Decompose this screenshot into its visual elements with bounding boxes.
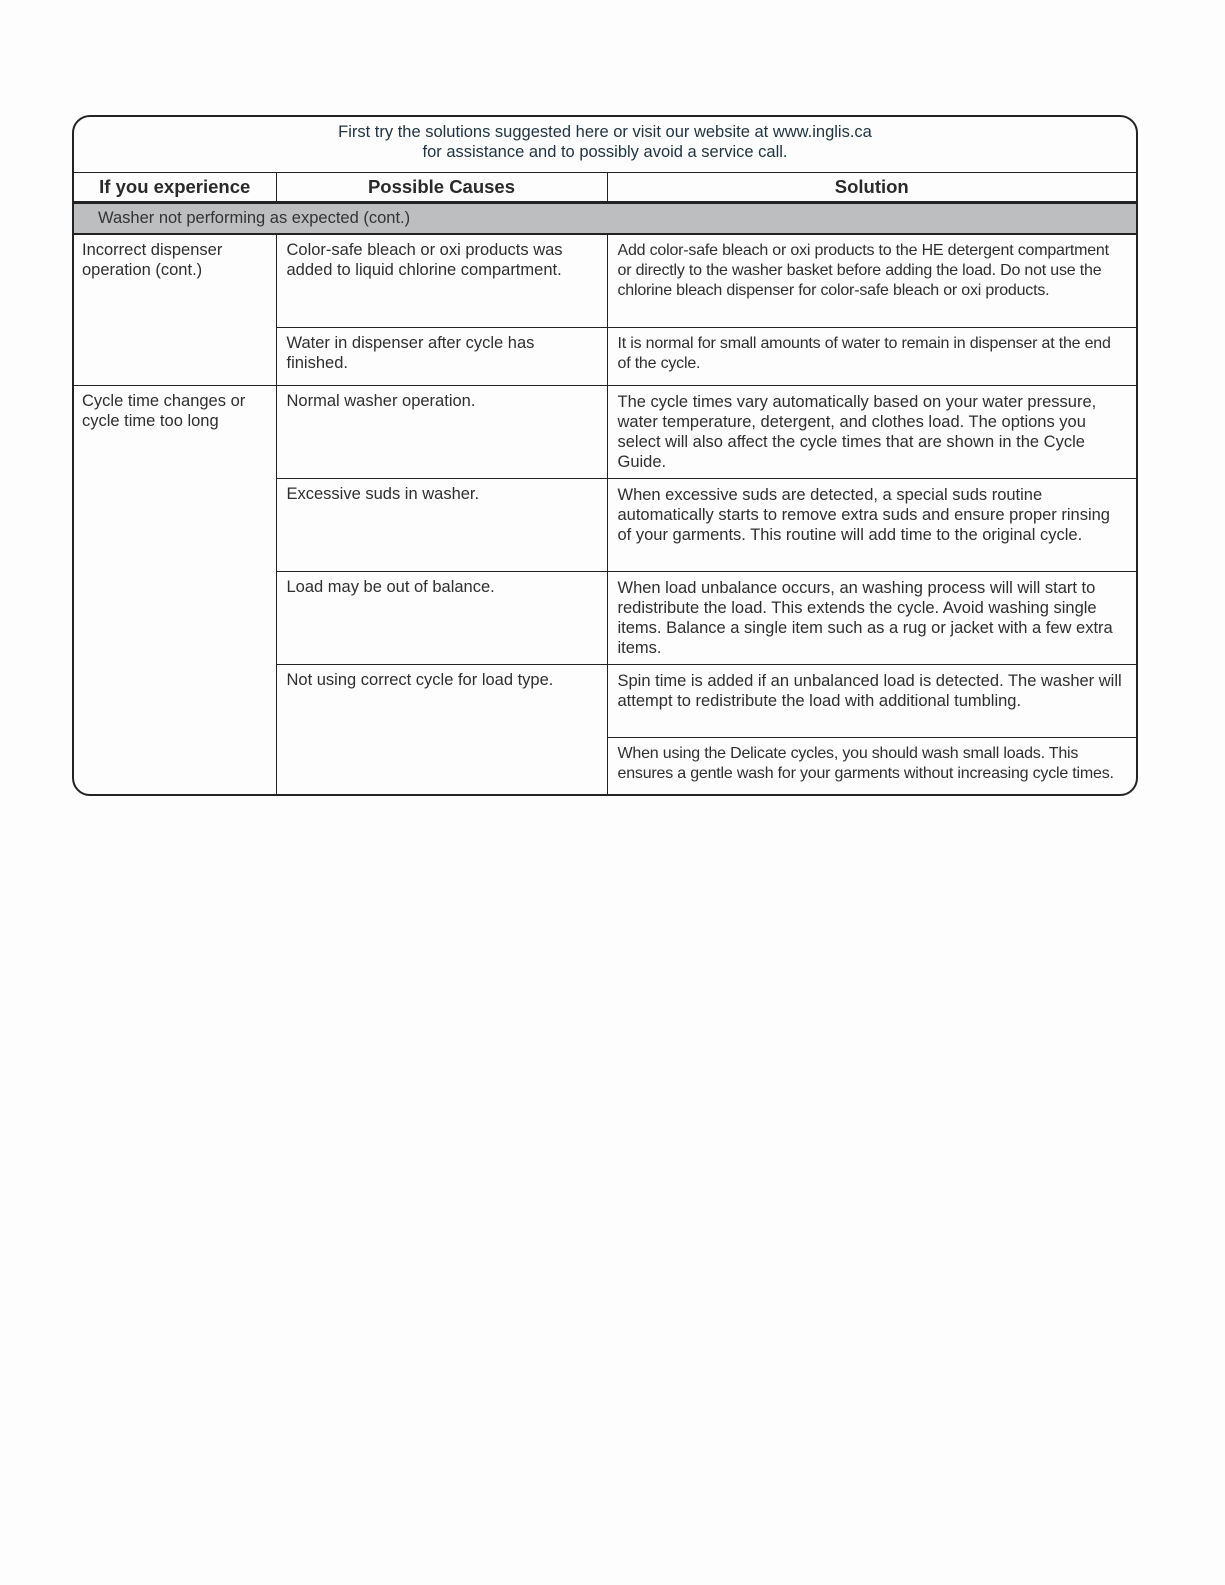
cause-cell: Normal washer operation. [276, 386, 607, 479]
section-row [74, 203, 1136, 235]
table-row [74, 234, 1136, 328]
solution-cell: It is normal for small amounts of water to remain in dispenser at the end of the cycle. [607, 328, 1136, 386]
solution-cell: Spin time is added if an unbalanced load is detected. The washer will attempt to redistribute the load with additional tumbling. [607, 665, 1136, 738]
header-possible-causes: Possible Causes [276, 173, 607, 203]
troubleshooting-table-frame [72, 115, 1138, 796]
header-row [74, 173, 1136, 203]
troubleshooting-table [74, 117, 1136, 796]
solution-cell: The cycle times vary automatically based on your water pressure, water temperature, detergent, and clothes load. The options you select will also affect the cycle times that are shown in the Cycle Guide. [607, 386, 1136, 479]
header-solution: Solution [607, 173, 1136, 203]
symptom-cell: Cycle time changes or cycle time too long [74, 386, 276, 797]
solution-cell: When load unbalance occurs, an washing process will will start to redistribute the load. This extends the cycle. Avoid washing single items. Balance a single item such as a rug or jacket with a few extra items. [607, 572, 1136, 665]
header-if-you-experience: If you experience [74, 173, 276, 203]
cause-cell: Excessive suds in washer. [276, 479, 607, 572]
cause-cell: Load may be out of balance. [276, 572, 607, 665]
intro-line-2: for assistance and to possibly avoid a service call. [422, 143, 788, 161]
solution-cell: Add color-safe bleach or oxi products to the HE detergent compartment or directly to the washer basket before adding the load. Do not use the chlorine bleach dispenser for color-safe bleach or oxi products. [607, 234, 1136, 328]
cause-cell: Color-safe bleach or oxi products was added to liquid chlorine compartment. [276, 234, 607, 328]
solution-cell: When using the Delicate cycles, you should wash small loads. This ensures a gentle wash for your garments without increasing cycle times. [607, 738, 1136, 797]
section-title: Washer not performing as expected (cont.) [74, 203, 1136, 235]
cause-cell: Not using correct cycle for load type. [276, 665, 607, 797]
solution-cell: When excessive suds are detected, a special suds routine automatically starts to remove extra suds and ensure proper rinsing of your garments. This routine will add time to the original cycle. [607, 479, 1136, 572]
intro-line-1: First try the solutions suggested here or visit our website at www.inglis.ca [338, 123, 872, 141]
cause-cell: Water in dispenser after cycle has finished. [276, 328, 607, 386]
symptom-cell: Incorrect dispenser operation (cont.) [74, 234, 276, 386]
table-row [74, 386, 1136, 479]
intro-text [74, 117, 1136, 173]
intro-row [74, 117, 1136, 173]
